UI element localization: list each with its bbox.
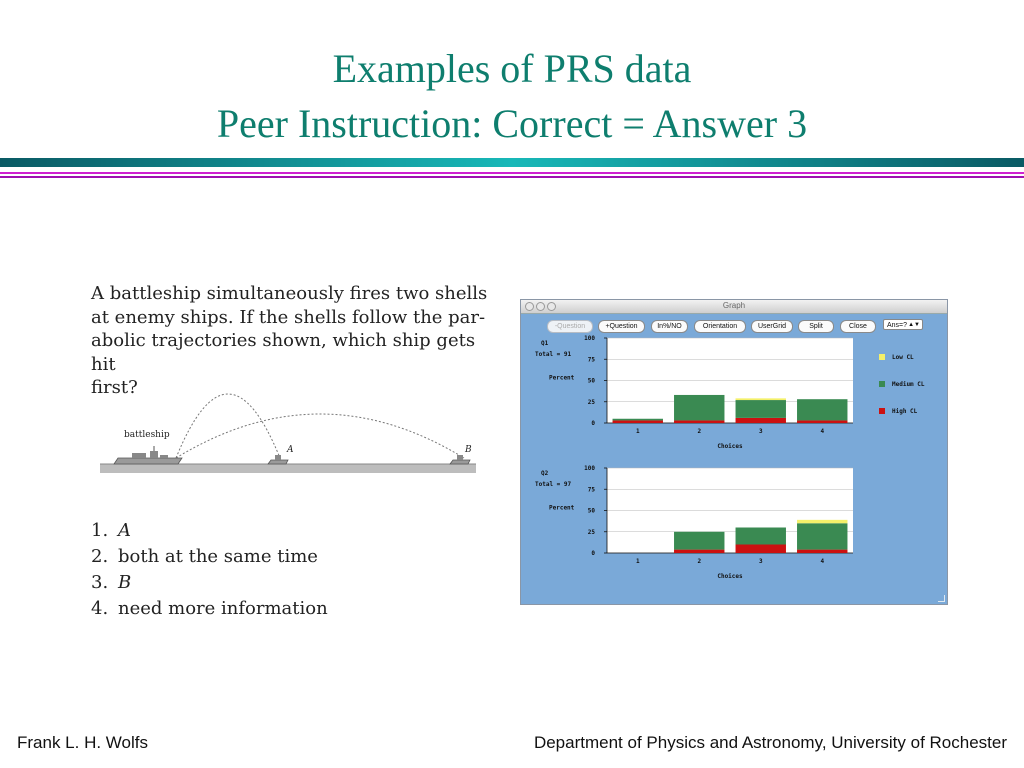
footer-department: Department of Physics and Astronomy, University of Rochester	[533, 733, 1007, 752]
window-title: Graph	[722, 301, 746, 310]
chart-q2	[535, 465, 853, 580]
plus-question-button[interactable]: +Question	[598, 320, 645, 333]
bar-segment	[674, 550, 724, 553]
bar-segment	[797, 399, 847, 420]
title-divider-line-2	[0, 176, 1024, 178]
answer-text: both at the same time	[118, 546, 318, 567]
y-tick-label: 0	[591, 550, 595, 557]
legend-swatch	[879, 354, 885, 360]
ship-b-label: B	[465, 445, 472, 455]
legend-label: Low CL	[892, 354, 914, 361]
slide-title: Examples of PRS data	[332, 46, 692, 91]
y-axis-label: Percent	[549, 374, 575, 382]
x-tick-label: 4	[820, 428, 825, 435]
bar-segment	[736, 398, 786, 400]
in-percent-no-button[interactable]: In%/NO	[651, 320, 688, 333]
answer-list	[91, 518, 328, 622]
select-arrows-icon: ▲▼	[908, 322, 920, 328]
prs-charts	[521, 300, 947, 604]
y-tick-label: 25	[587, 528, 595, 536]
question-line: first?	[91, 377, 138, 398]
x-tick-label: 3	[758, 428, 763, 435]
ship-b-icon	[450, 455, 470, 464]
low-trajectory	[176, 414, 464, 458]
bar-segment	[674, 532, 724, 550]
bar-segment	[613, 420, 663, 423]
bar-segment	[797, 420, 847, 423]
y-tick-label: 50	[587, 507, 595, 515]
y-tick-label: 50	[587, 377, 595, 385]
y-tick-label: 100	[584, 465, 595, 472]
orientation-button[interactable]: Orientation	[694, 320, 746, 333]
bar-segment	[674, 420, 724, 423]
answer-item	[91, 596, 328, 622]
question-label: Q2	[541, 470, 549, 477]
bar-segment	[736, 400, 786, 418]
answer-select-value: Ans=?	[887, 322, 908, 329]
y-axis-label: Percent	[549, 504, 575, 512]
bar-segment	[797, 550, 847, 553]
high-trajectory	[176, 394, 280, 458]
trajectory-diagram	[98, 380, 478, 480]
x-tick-label: 1	[635, 558, 640, 565]
answer-item	[91, 544, 328, 570]
usergrid-button[interactable]: UserGrid	[751, 320, 793, 333]
ship-a-label: A	[287, 445, 294, 455]
close-button[interactable]: Close	[840, 320, 876, 333]
total-label: Total = 97	[535, 481, 572, 488]
legend-swatch	[879, 381, 885, 387]
answer-number: 2.	[91, 546, 109, 567]
x-tick-label: 1	[635, 428, 640, 435]
x-tick-label: 4	[820, 558, 825, 565]
x-axis-label: Choices	[717, 443, 743, 450]
y-tick-label: 0	[591, 420, 595, 427]
question-line: at enemy ships. If the shells follow the par-	[91, 306, 486, 328]
title-divider-band	[0, 158, 1024, 167]
bar-segment	[674, 395, 724, 421]
bar-segment	[736, 528, 786, 545]
split-button[interactable]: Split	[798, 320, 834, 333]
resize-grip-icon[interactable]	[938, 595, 945, 602]
bar-segment	[736, 418, 786, 423]
x-tick-label: 2	[697, 558, 702, 565]
bar-segment	[613, 419, 663, 421]
x-axis-label: Choices	[717, 573, 743, 580]
answer-text: B	[118, 572, 132, 593]
chart-legend	[879, 354, 925, 415]
y-tick-label: 100	[584, 335, 595, 342]
chart-q1	[535, 335, 853, 450]
legend-label: High CL	[892, 408, 918, 415]
bar-segment	[736, 545, 786, 554]
graph-window	[520, 299, 948, 605]
question-line: abolic trajectories shown, which ship gets hit	[91, 330, 476, 375]
answer-item	[91, 570, 328, 596]
slide-subtitle: Peer Instruction: Correct = Answer 3	[216, 101, 808, 146]
answer-number: 4.	[91, 598, 109, 619]
y-tick-label: 25	[587, 398, 595, 406]
total-label: Total = 91	[535, 351, 572, 358]
answer-text: need more information	[118, 598, 328, 619]
title-divider-line	[0, 172, 1024, 174]
minus-question-button[interactable]: -Question	[547, 320, 593, 333]
bar-segment	[797, 523, 847, 549]
y-tick-label: 75	[587, 356, 595, 364]
ship-a-icon	[268, 455, 288, 464]
answer-item	[91, 518, 328, 544]
y-tick-label: 75	[587, 486, 595, 494]
battleship-label: battleship	[124, 430, 170, 440]
bar-segment	[797, 520, 847, 523]
question-line: A battleship simultaneously fires two shells	[91, 283, 488, 304]
legend-swatch	[879, 408, 885, 414]
battleship-icon	[114, 446, 182, 464]
x-tick-label: 2	[697, 428, 702, 435]
answer-text: A	[118, 520, 131, 541]
answer-number: 1.	[91, 520, 109, 541]
answer-number: 3.	[91, 572, 109, 593]
sea-surface	[100, 464, 476, 473]
question-label: Q1	[541, 340, 549, 347]
legend-label: Medium CL	[892, 381, 925, 388]
footer-author: Frank L. H. Wolfs	[17, 733, 148, 752]
x-tick-label: 3	[758, 558, 763, 565]
